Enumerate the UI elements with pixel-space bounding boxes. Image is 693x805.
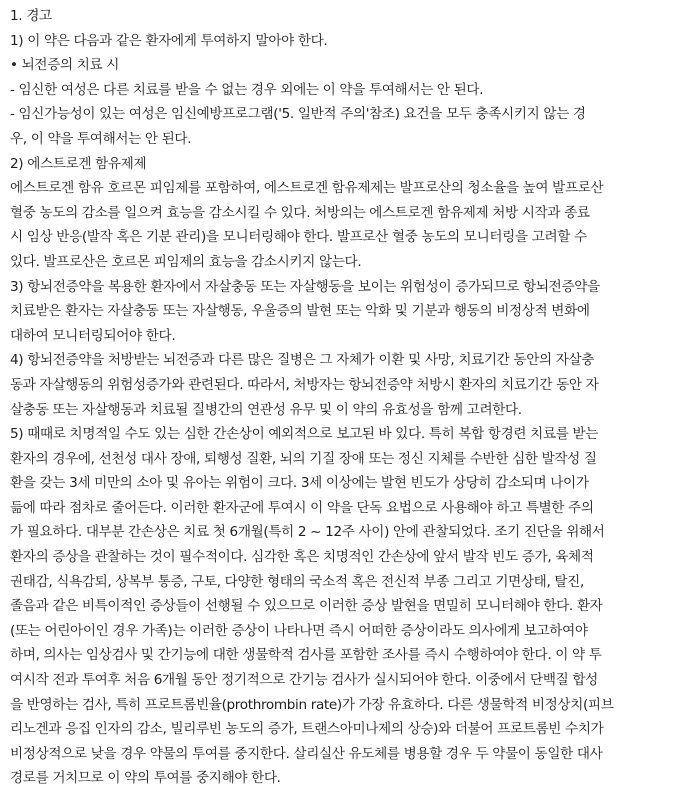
bullet-epilepsy-treatment: • 뇌전증의 치료 시	[10, 57, 120, 74]
warning-item-3: 3) 항뇌전증약을 복용한 환자에서 자살충동 또는 자살행동을 보이는 위험성이 증가되므로 항뇌전증약을	[10, 278, 600, 295]
paragraph-line: 혈중 농도의 감소를 일으켜 효능을 감소시킬 수 있다. 처방의는 에스트로겐 함유제제 처방 시작과 종료	[10, 204, 590, 221]
warning-item-2-title: 2) 에스트로겐 함유제제	[10, 155, 147, 172]
paragraph-line: 듦에 따라 점차로 줄어든다. 이러한 환자군에 투여시 이 약을 단독 요법으로 사용해야 하고 특별한 주의	[10, 499, 594, 516]
dash-item-childbearing-line-2: 우, 이 약을 투여해서는 안 된다.	[10, 130, 192, 147]
paragraph-line: 환자의 증상을 관찰하는 것이 필수적이다. 심각한 혹은 치명적인 간손상에 앞서 발작 빈도 증가, 육체적	[10, 549, 594, 566]
paragraph-line: 대하여 모니터링되어야 한다.	[10, 327, 176, 344]
paragraph-line: 치료받은 환자는 자살충동 또는 자살행동, 우울증의 발현 또는 악화 및 기분과 행동의 비정상적 변화에	[10, 303, 590, 320]
paragraph-line: 비정상적으로 낮을 경우 약물의 투여를 중지한다. 살리실산 유도체를 병용할 경우 두 약물이 동일한 대사	[10, 745, 603, 762]
paragraph-line: 동과 자살행동의 위험성증가와 관련된다. 따라서, 처방자는 항뇌전증약 처방시 환자의 치료기간 동안 자	[10, 376, 599, 393]
paragraph-line: 시 임상 반응(발작 혹은 기분 관리)을 모니터링해야 한다. 발프로산 혈중 농도의 모니터링을 고려할 수	[10, 229, 587, 246]
warning-item-4: 4) 항뇌전증약을 처방받는 뇌전증과 다른 많은 질병은 그 자체가 이환 및 사망, 치료기간 동안의 자살충	[10, 352, 595, 369]
paragraph-line: 환자의 경우에, 선천성 대사 장애, 퇴행성 질환, 뇌의 기질 장애 또는 정신 지체를 수반한 심한 발작성 질	[10, 450, 597, 467]
warning-item-1-title: 1) 이 약은 다음과 같은 환자에게 투여하지 말아야 한다.	[10, 32, 328, 49]
dash-item-childbearing-line-1: - 임신가능성이 있는 여성은 임신예방프로그램('5. 일반적 주의'참조) 요건을 모두 충족시키지 않는 경	[10, 106, 586, 123]
paragraph-line: 환을 갖는 3세 미만의 소아 및 유아는 위험이 크다. 3세 이상에는 발현 빈도가 상당히 감소되며 나이가	[10, 475, 589, 492]
section-heading: 1. 경고	[10, 8, 52, 24]
paragraph-line: 에스트로겐 함유 호르몬 피임제를 포함하여, 에스트로겐 함유제제는 발프로산의 청소율을 높여 발프로산	[10, 180, 604, 197]
paragraph-line: (또는 어린아이인 경우 가족)는 이러한 증상이 나타나면 즉시 어떠한 증상이라도 의사에게 보고하여야	[10, 622, 588, 639]
paragraph-line: 리노겐과 응집 인자의 감소, 빌리루빈 농도의 증가, 트랜스아미나제의 상승)와 더불어 프로트롬빈 수치가	[10, 721, 604, 738]
paragraph-line: 가 필요하다. 대부분 간손상은 치료 첫 6개월(특히 2 ~ 12주 사이) 안에 관찰되었다. 조기 진단을 위해서	[10, 524, 605, 541]
paragraph-line: 여시작 전과 투여후 처음 6개월 동안 정기적으로 간기능 검사가 실시되어야 한다. 이중에서 단백질 합성	[10, 672, 598, 689]
paragraph-line: 있다. 발프로산은 호르몬 피임제의 효능을 감소시키지 않는다.	[10, 253, 362, 270]
paragraph-line: 졸음과 같은 비특이적인 증상들이 선행될 수 있으므로 이러한 증상 발현을 면밀히 모니터해야 한다. 환자	[10, 598, 603, 615]
paragraph-line: 살충동 또는 자살행동과 치료될 질병간의 연관성 유무 및 이 약의 유효성을 함께 고려한다.	[10, 401, 522, 418]
paragraph-line: 하며, 의사는 임상검사 및 간기능에 대한 생물학적 검사를 포함한 조사를 즉시 수행하여야 한다. 이 약 투	[10, 647, 602, 664]
paragraph-line: 경로를 거치므로 이 약의 투여를 중지해야 한다.	[10, 770, 281, 787]
paragraph-line: 을 반영하는 검사, 특히 프로트롬빈율(prothrombin rate)가 가장 유효하다. 다른 생물학적 비정상치(피브	[10, 696, 614, 713]
dash-item-pregnant: - 임신한 여성은 다른 치료를 받을 수 없는 경우 외에는 이 약을 투여해서는 안 된다.	[10, 81, 484, 98]
warning-item-5: 5) 때때로 치명적일 수도 있는 심한 간손상이 예외적으로 보고된 바 있다. 특히 복합 항경련 치료를 받는	[10, 426, 599, 443]
paragraph-line: 권태감, 식욕감퇴, 상복부 통증, 구토, 다양한 형태의 국소적 혹은 전신적 부종 그리고 기면상태, 탈진,	[10, 573, 584, 590]
